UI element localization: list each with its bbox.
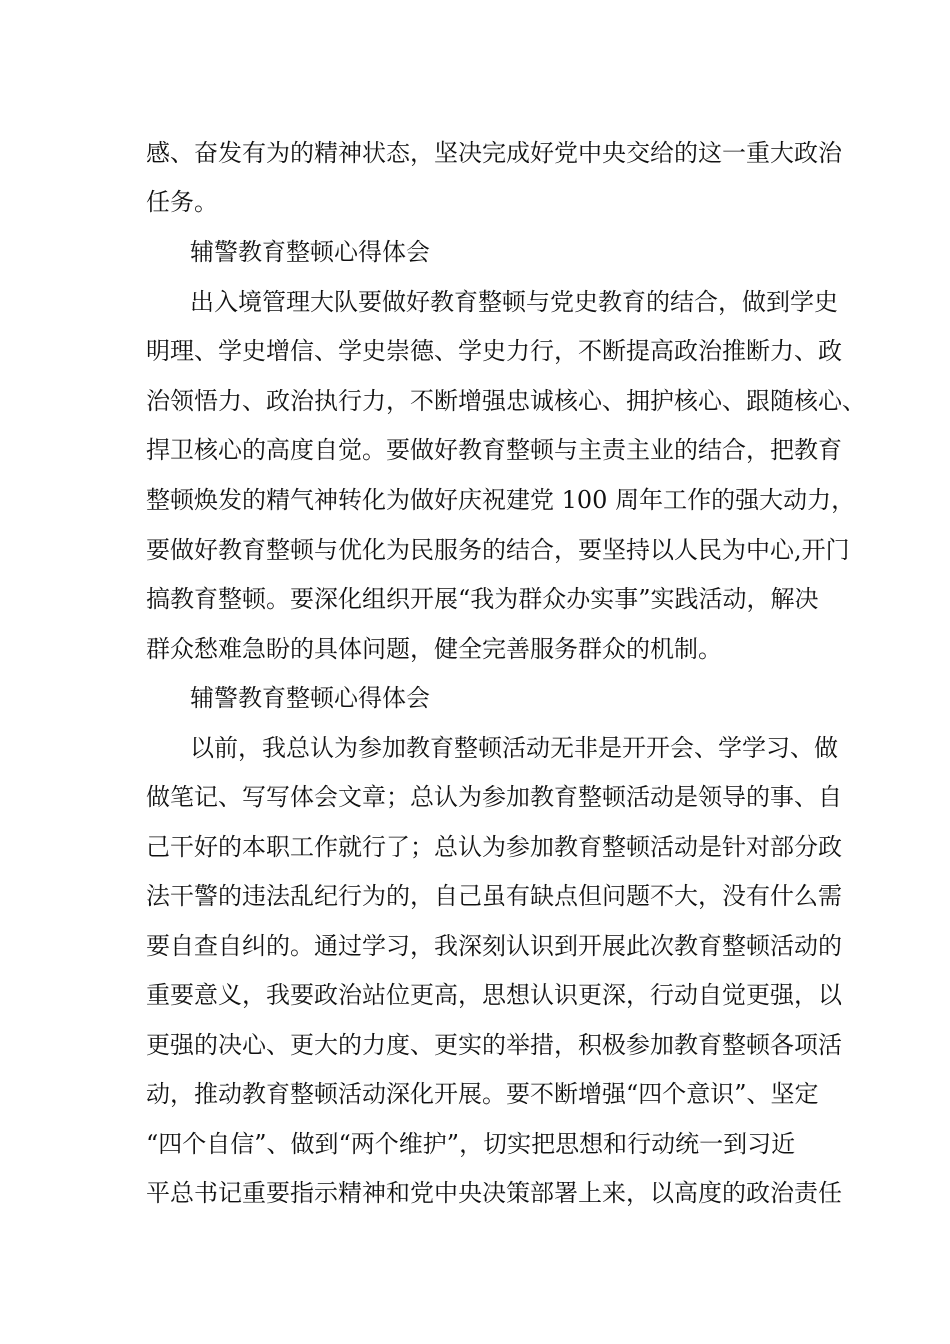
text-line: 要做好教育整顿与优化为民服务的结合，要坚持以人民为中心,开门 xyxy=(146,536,850,564)
text-line: 做笔记、写写体会文章；总认为参加教育整顿活动是领导的事、自 xyxy=(146,783,842,811)
text-line: 捍卫核心的高度自觉。要做好教育整顿与主责主业的结合，把教育 xyxy=(146,436,842,464)
text-line: 要自查自纠的。通过学习，我深刻认识到开展此次教育整顿活动的 xyxy=(146,932,842,960)
section-heading: 辅警教育整顿心得体会 xyxy=(190,684,430,712)
text-line: 治领悟力、政治执行力，不断增强忠诚核心、拥护核心、跟随核心、 xyxy=(146,387,866,415)
text-line: “四个自信”、做到“两个维护”，切实把思想和行动统一到习近 xyxy=(146,1130,796,1158)
text-line: 搞教育整顿。要深化组织开展“我为群众办实事”实践活动，解决 xyxy=(146,585,819,613)
text-line: 平总书记重要指示精神和党中央决策部署上来，以高度的政治责任 xyxy=(146,1179,842,1207)
text-line: 感、奋发有为的精神状态，坚决完成好党中央交给的这一重大政治 xyxy=(146,139,842,167)
text-line: 出入境管理大队要做好教育整顿与党史教育的结合，做到学史 xyxy=(190,288,838,316)
text-line: 以前，我总认为参加教育整顿活动无非是开开会、学学习、做 xyxy=(190,734,838,762)
section-heading: 辅警教育整顿心得体会 xyxy=(190,238,430,266)
text-line: 任务。 xyxy=(146,188,218,216)
text-line: 重要意义，我要政治站位更高，思想认识更深，行动自觉更强，以 xyxy=(146,981,842,1009)
text-line: 更强的决心、更大的力度、更实的举措，积极参加教育整顿各项活 xyxy=(146,1031,842,1059)
text-line: 己干好的本职工作就行了；总认为参加教育整顿活动是针对部分政 xyxy=(146,833,842,861)
text-line: 明理、学史增信、学史崇德、学史力行，不断提高政治推断力、政 xyxy=(146,337,842,365)
text-line: 群众愁难急盼的具体问题，健全完善服务群众的机制。 xyxy=(146,635,722,663)
text-line: 动，推动教育整顿活动深化开展。要不断增强“四个意识”、坚定 xyxy=(146,1080,819,1108)
text-line: 整顿焕发的精气神转化为做好庆祝建党 100 周年工作的强大动力， xyxy=(146,486,856,514)
text-line: 法干警的违法乱纪行为的，自己虽有缺点但问题不大，没有什么需 xyxy=(146,882,842,910)
